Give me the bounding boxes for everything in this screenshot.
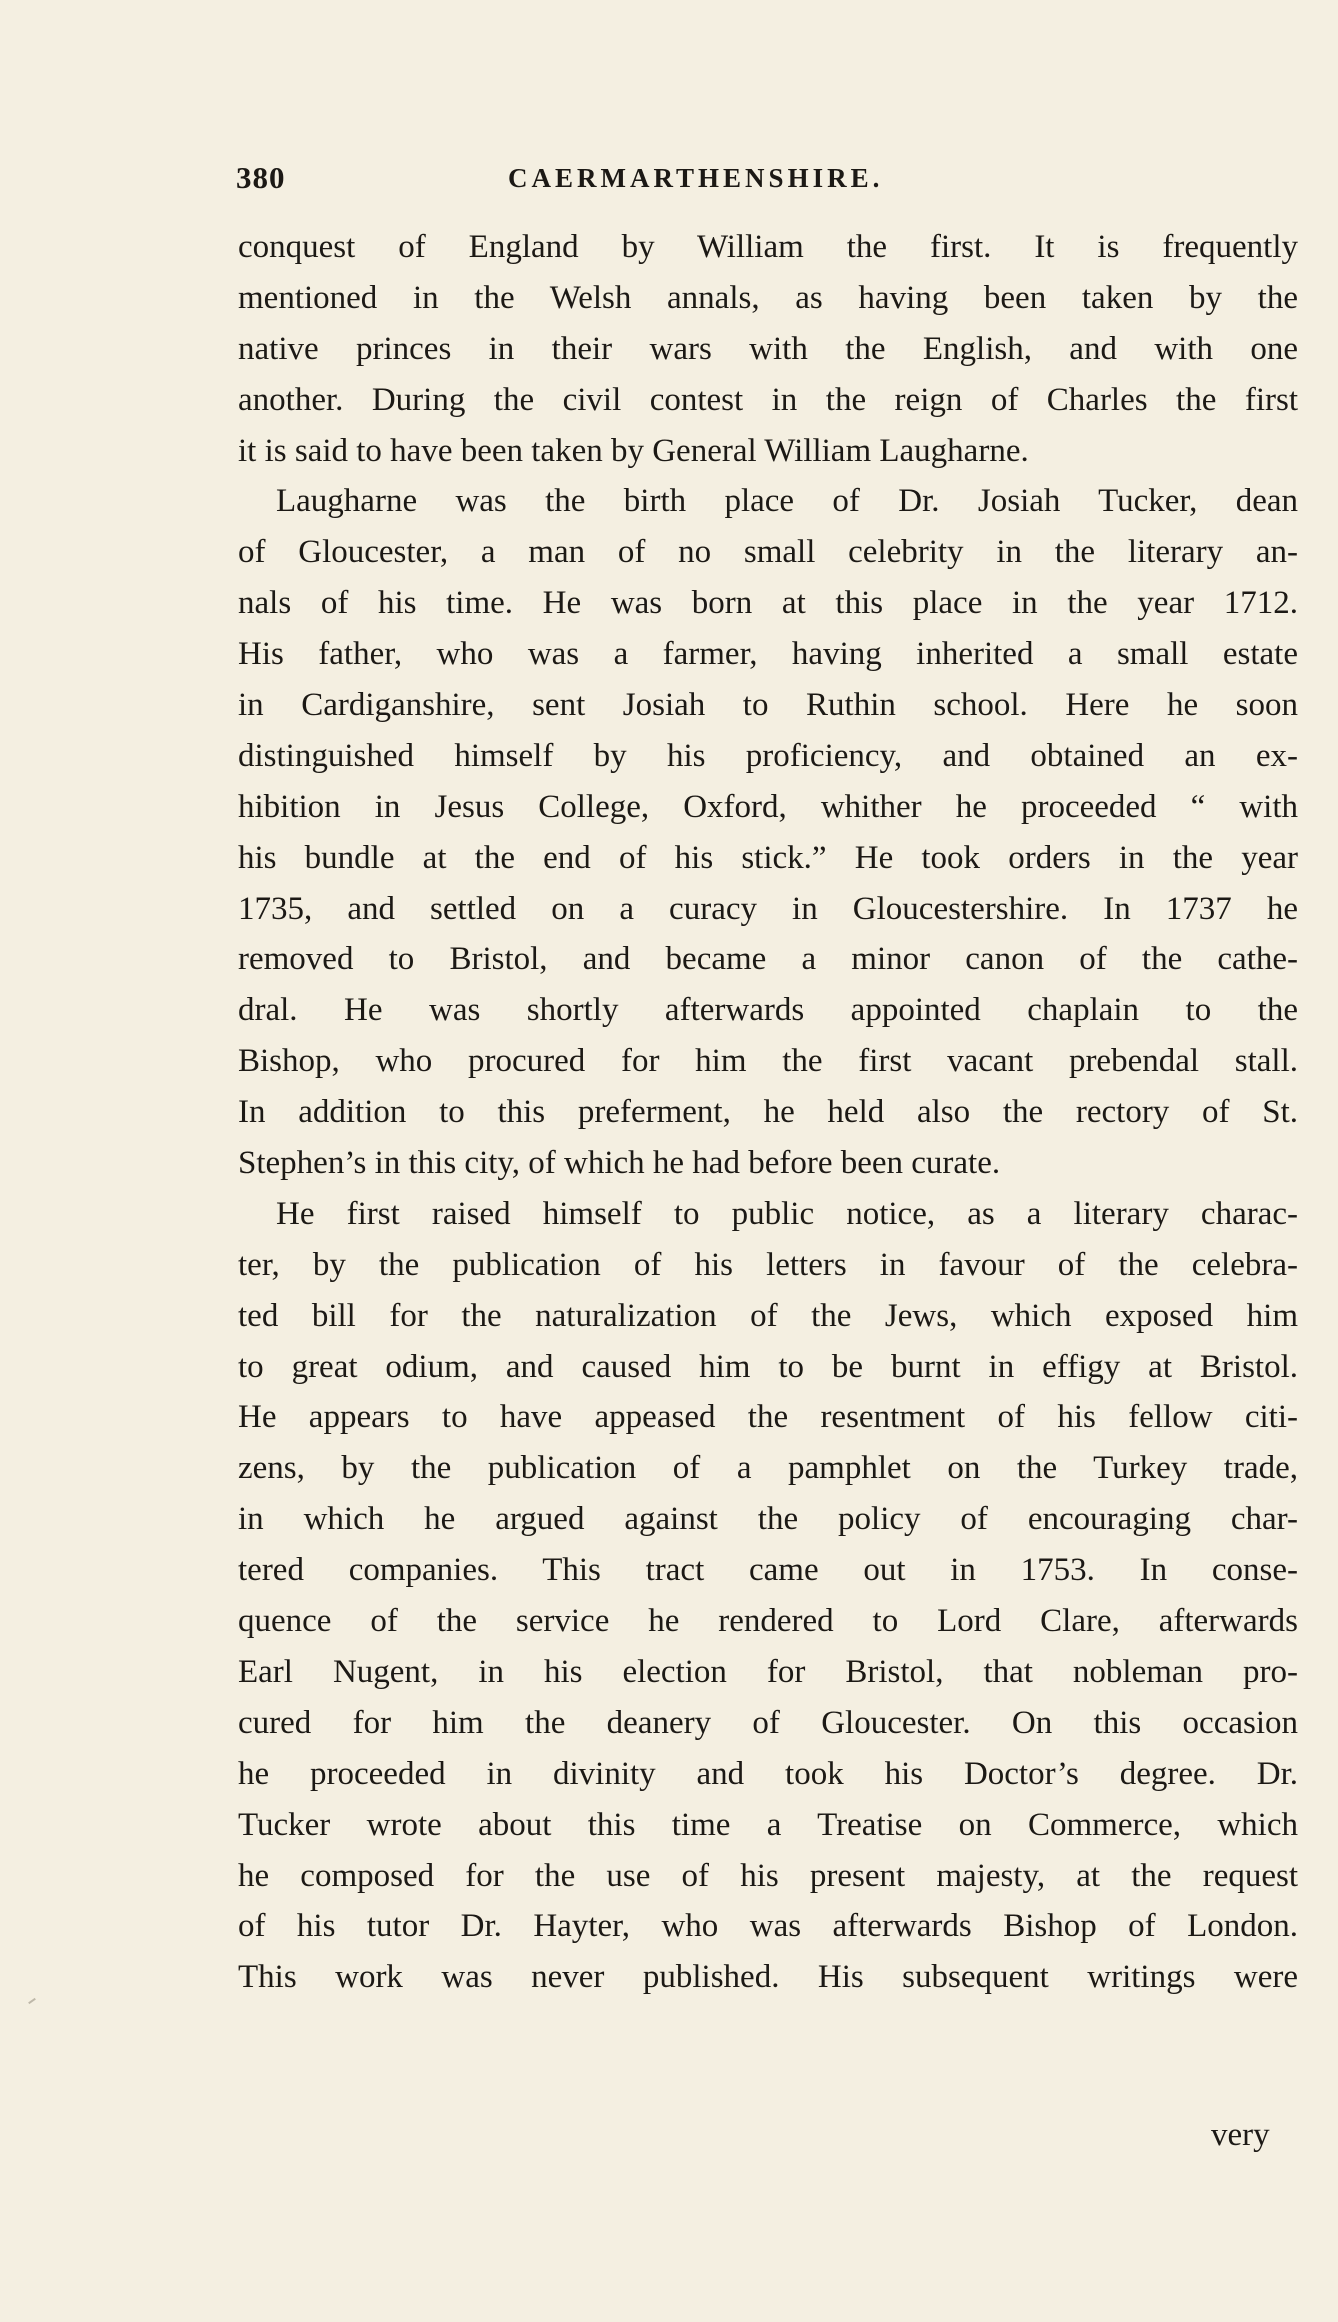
text-line: This work was never published. His subsequent writings were	[238, 1959, 1298, 1996]
text-line: his bundle at the end of his stick.” He took orders in the year	[238, 839, 1298, 876]
text-line: Laugharne was the birth place of Dr. Josiah Tucker, dean	[276, 483, 1298, 520]
catchword: very	[1211, 2117, 1270, 2153]
text-line: it is said to have been taken by General William Laugharne.	[238, 432, 1029, 469]
page-number: 380	[236, 160, 286, 195]
text-line: He appears to have appeased the resentment of his fellow citi-	[238, 1399, 1298, 1436]
text-line: Stephen’s in this city, of which he had before been curate.	[238, 1145, 1001, 1182]
text-line: dral. He was shortly afterwards appointed chaplain to the	[238, 992, 1298, 1029]
text-line: In addition to this preferment, he held also the rectory of St.	[238, 1094, 1298, 1131]
text-line: 1735, and settled on a curacy in Gloucestershire. In 1737 he	[238, 890, 1298, 927]
text-line: nals of his time. He was born at this place in the year 1712.	[238, 585, 1298, 622]
text-line: of his tutor Dr. Hayter, who was afterwards Bishop of London.	[238, 1908, 1298, 1945]
text-line: Earl Nugent, in his election for Bristol, that nobleman pro-	[238, 1653, 1298, 1690]
body-text	[238, 222, 1298, 2003]
text-line: ter, by the publication of his letters in favour of the celebra-	[238, 1246, 1298, 1283]
text-line: another. During the civil contest in the reign of Charles the first	[238, 381, 1298, 418]
text-line: he proceeded in divinity and took his Doctor’s degree. Dr.	[238, 1755, 1298, 1792]
text-line: native princes in their wars with the English, and with one	[238, 330, 1298, 367]
text-line: He first raised himself to public notice, as a literary charac-	[276, 1195, 1298, 1232]
text-line: tered companies. This tract came out in 1753. In conse-	[238, 1552, 1298, 1589]
text-line: conquest of England by William the first. It is frequently	[238, 229, 1298, 265]
text-line: he composed for the use of his present majesty, at the request	[238, 1857, 1298, 1894]
paper-mark	[28, 1998, 36, 2004]
running-head: CAERMARTHENSHIRE.	[508, 163, 884, 193]
text-line: removed to Bristol, and became a minor canon of the cathe-	[238, 941, 1298, 978]
page-header	[236, 160, 1296, 200]
text-line: Bishop, who procured for him the first vacant prebendal stall.	[238, 1043, 1298, 1080]
text-line: zens, by the publication of a pamphlet on the Turkey trade,	[238, 1450, 1298, 1487]
text-line: in Cardiganshire, sent Josiah to Ruthin school. Here he soon	[238, 687, 1298, 724]
text-line: in which he argued against the policy of encouraging char-	[238, 1501, 1298, 1538]
text-line: cured for him the deanery of Gloucester. On this occasion	[238, 1704, 1298, 1741]
text-line: distinguished himself by his proficiency, and obtained an ex-	[238, 737, 1298, 774]
text-line: hibition in Jesus College, Oxford, whither he proceeded “ with	[238, 788, 1298, 825]
text-line: quence of the service he rendered to Lord Clare, afterwards	[238, 1603, 1298, 1640]
text-line: His father, who was a farmer, having inherited a small estate	[238, 636, 1298, 673]
text-line: Tucker wrote about this time a Treatise on Commerce, which	[238, 1806, 1298, 1843]
text-line: to great odium, and caused him to be burnt in effigy at Bristol.	[238, 1348, 1298, 1385]
text-line: mentioned in the Welsh annals, as having been taken by the	[238, 279, 1298, 316]
text-line: ted bill for the naturalization of the Jews, which exposed him	[238, 1297, 1298, 1334]
text-line: of Gloucester, a man of no small celebrity in the literary an-	[238, 534, 1298, 571]
